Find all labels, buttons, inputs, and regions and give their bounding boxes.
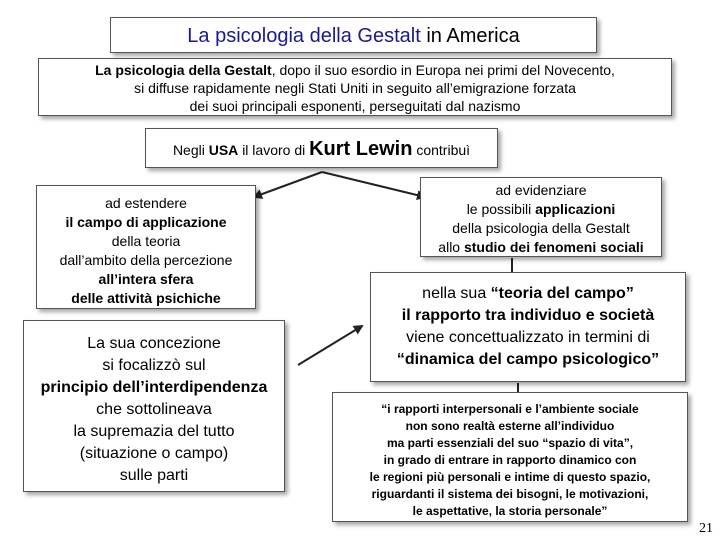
right2-line-1 bbox=[371, 283, 685, 305]
usa-middle: il lavoro di bbox=[242, 142, 306, 158]
right3-line-5: le regioni più personali e intime di questo spazio, bbox=[369, 470, 651, 484]
right1-line-3: della psicologia della Gestalt bbox=[452, 220, 630, 236]
right2-line-3: viene concettualizzato in termini di bbox=[406, 329, 650, 346]
page-number: 21 bbox=[699, 521, 713, 536]
right3-line-2: non sono realtà esterne all’individuo bbox=[405, 419, 615, 433]
usa-suffix: contribuì bbox=[416, 142, 471, 158]
left1-line-3: della teoria bbox=[111, 233, 181, 249]
left1-line-5: all’intera sfera bbox=[98, 271, 194, 287]
right2-line-1-pre: nella sua bbox=[422, 285, 487, 302]
usa-prefix: Negli bbox=[172, 142, 205, 158]
left2-line-7: sulle parti bbox=[119, 467, 189, 484]
left1-line-2: il campo di applicazione bbox=[65, 214, 227, 230]
right3-line-6: riguardanti il sistema dei bisogni, le motivazioni, bbox=[371, 487, 649, 501]
intro-line-2: si diffuse rapidamente negli Stati Uniti in seguito all’emigrazione forzata bbox=[134, 80, 576, 96]
intro-line-1-rest: , dopo il suo esordio in Europa nei primi del Novecento, bbox=[271, 62, 615, 78]
intro-gestalt: La psicologia della Gestalt bbox=[95, 62, 272, 78]
left1-line-6: delle attività psichiche bbox=[71, 290, 221, 306]
left2-line-5: la supremazia del tutto bbox=[73, 423, 235, 440]
right1-line-4-bold: studio dei fenomeni sociali bbox=[463, 239, 644, 255]
extend-field-box bbox=[36, 185, 256, 309]
right1-line-2 bbox=[421, 200, 661, 219]
title-main: La psicologia della Gestalt bbox=[187, 25, 421, 47]
arrow-to-right1 bbox=[322, 172, 425, 197]
quote-box bbox=[332, 392, 688, 522]
right3-line-3: ma parti essenziali del suo “spazio di vita”, bbox=[386, 436, 634, 450]
usa-label: USA bbox=[208, 142, 239, 158]
social-applications-box bbox=[420, 177, 662, 257]
right1-line-1: ad evidenziare bbox=[495, 182, 587, 198]
kurt-lewin-name: Kurt Lewin bbox=[309, 138, 413, 160]
left2-line-6: (situazione o campo) bbox=[79, 445, 229, 462]
right3-line-7: le aspettative, la storia personale” bbox=[412, 504, 608, 518]
left1-line-4: dall’ambito della percezione bbox=[59, 252, 233, 268]
intro-line-1 bbox=[39, 61, 671, 79]
right1-line-4 bbox=[421, 238, 661, 257]
left1-line-1: ad estendere bbox=[105, 195, 187, 211]
title-suffix: in America bbox=[426, 25, 520, 47]
right1-line-2-pre: le possibili bbox=[466, 201, 532, 217]
right2-line-4: “dinamica del campo psicologico” bbox=[396, 351, 660, 368]
left2-line-2: si focalizzò sul bbox=[102, 357, 206, 374]
slide-title bbox=[110, 17, 597, 53]
left2-line-1: La sua concezione bbox=[87, 335, 221, 352]
field-theory-box bbox=[370, 272, 686, 382]
left2-line-4: che sottolineava bbox=[96, 401, 212, 418]
right2-line-2: il rapporto tra individuo e società bbox=[401, 307, 655, 324]
right2-line-1-bold: “teoria del campo” bbox=[490, 285, 634, 302]
left2-line-3: principio dell’interdipendenza bbox=[40, 379, 268, 396]
arrow-left2-to-right2 bbox=[298, 326, 362, 365]
intro-box bbox=[38, 58, 672, 116]
right1-line-2-bold: applicazioni bbox=[535, 201, 616, 217]
right3-line-1: “i rapporti interpersonali e l’ambiente sociale bbox=[381, 402, 639, 416]
right3-line-4: in grado di entrare in rapporto dinamico con bbox=[383, 453, 637, 467]
usa-box bbox=[145, 128, 498, 168]
intro-line-3: dei suoi principali esponenti, perseguitati dal nazismo bbox=[189, 98, 521, 114]
arrow-to-left1 bbox=[254, 172, 322, 197]
right1-line-4-pre: allo bbox=[438, 239, 461, 255]
interdependence-box bbox=[23, 320, 285, 492]
